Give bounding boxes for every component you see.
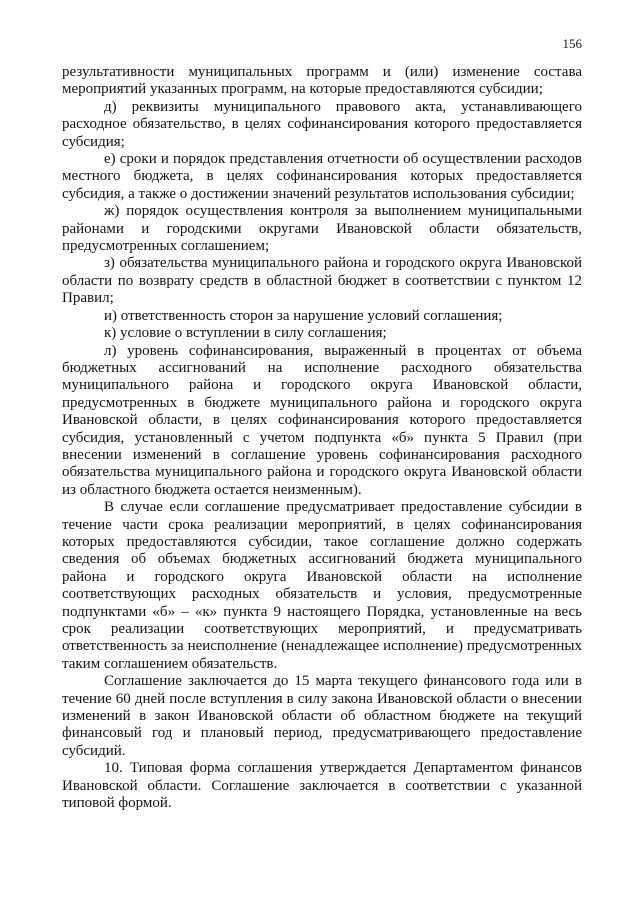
paragraph-item-l: л) уровень софинансирования, выраженный в процентах от объема бюджетных ассигнований на исполнение расходного обязательства муниципального района и городского округа Ивановской области, предусмотренных в бюджете муниципального района и городского округа Ивановской области, в целях софинансирования которого предоставляется субсидия, установленный с учетом подпункта «б» пункта 5 Правил (при внесении изменений в соглашение уровень софинансирования расходного обязательства муниципального района и городского округа Ивановской области из областного бюджета остается неизменным). [62,342,582,498]
paragraph-conclusion-date: Соглашение заключается до 15 марта текущего финансового года или в течение 60 дней после вступления в силу закона Ивановской области о внесении изменений в закон Ивановской области об областном бюджете на текущий финансовый год и плановый период, предусматривающего предоставление субсидий. [62,673,582,759]
paragraph-partial-term: В случае если соглашение предусматривает предоставление субсидии в течение части срока реализации мероприятий, в целях софинансирования которых предоставляются субсидии, такое соглашение должно содержать сведения об объемах бюджетных ассигнований бюджета муниципального района и городского округа Ивановской области на исполнение соответствующих расходных обязательств и условия, предусмотренные подпунктами «б» – «к» пункта 9 настоящего Порядка, установленные на весь срок реализации соответствующих мероприятий, и предусматривать ответственность за неисполнение (ненадлежащее исполнение) предусмотренных таким соглашением обязательств. [62,499,582,672]
paragraph-item-e: е) сроки и порядок представления отчетности об осуществлении расходов местного бюджета, в целях софинансирования которых предоставляется субсидия, а также о достижении значений результатов использования субсидии; [62,151,582,202]
paragraph-item-z: з) обязательства муниципального района и городского округа Ивановской области по возврату средств в областной бюджет в соответствии с пунктом 12 Правил; [62,255,582,307]
paragraph-clause-10: 10. Типовая форма соглашения утверждается Департаментом финансов Ивановской области. Соглашение заключается в соответствии с указанной типовой формой. [62,760,582,812]
paragraph-item-d: д) реквизиты муниципального правового акта, устанавливающего расходное обязательство, в целях софинансирования которого предоставляется субсидия; [62,98,582,150]
paragraph-item-k: к) условие о вступлении в силу соглашения; [104,325,387,342]
paragraph-item-i: и) ответственность сторон за нарушение условий соглашения; [104,307,503,324]
paragraph-item-g-continuation: результативности муниципальных программ и (или) изменение состава мероприятий указанных программ, на которые предоставляются субсидии; [62,64,582,98]
page-number: 156 [562,36,582,51]
paragraph-item-zh: ж) порядок осуществления контроля за выполнением муниципальными районами и городскими округами Ивановской области обязательств, предусмотренных соглашением; [62,203,582,255]
document-body [62,64,582,812]
